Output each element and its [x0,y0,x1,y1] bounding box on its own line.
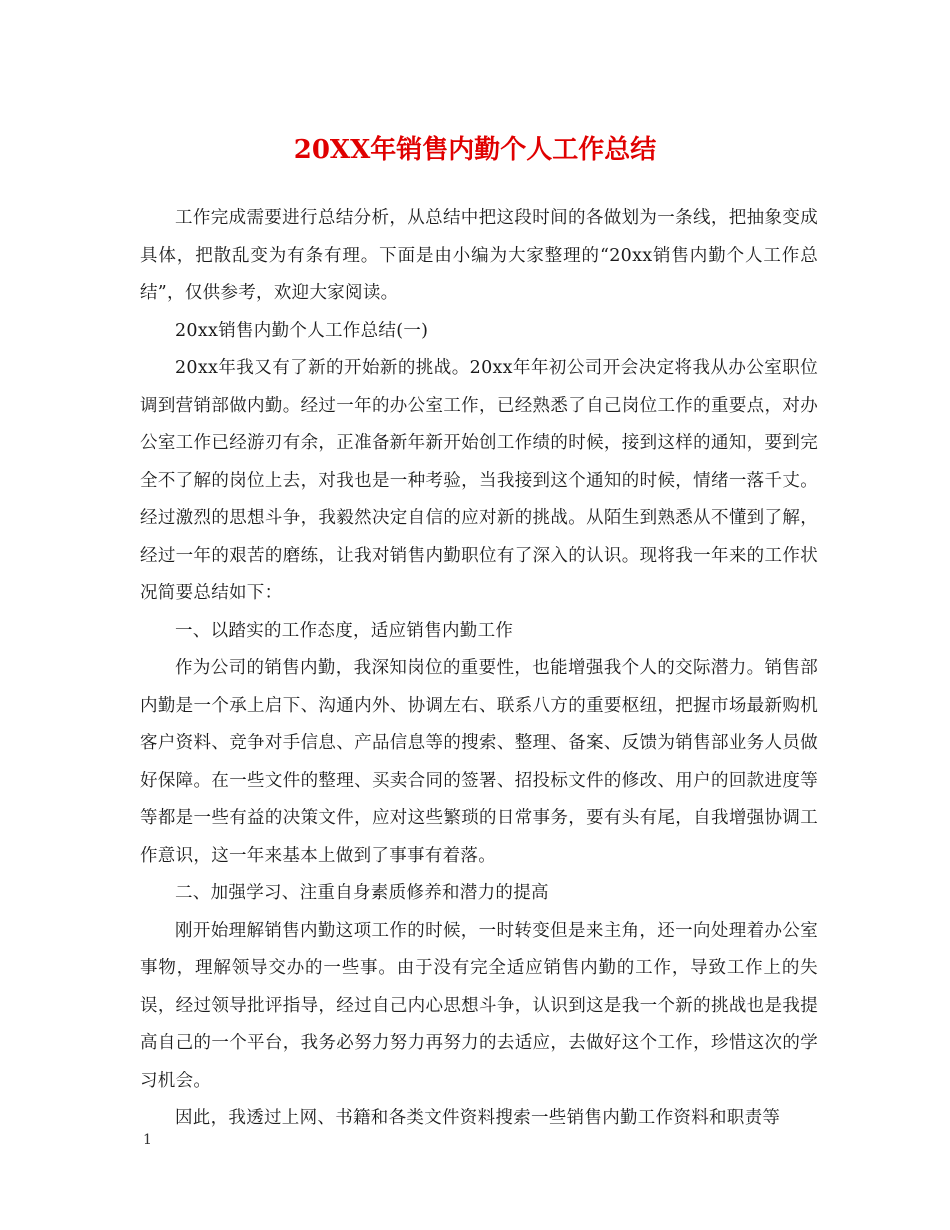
body-paragraph: 作为公司的销售内勤，我深知岗位的重要性，也能增强我个人的交际潜力。销售部内勤是一个承上启下、沟通内外、协调左右、联系八方的重要枢纽，把握市场最新购机客户资料、竞争对手信息、产品信息等的搜索、整理、备案、反馈为销售部业务人员做好保障。在一些文件的整理、买卖合同的签署、招投标文件的修改、用户的回款进度等等都是一些有益的决策文件，应对这些繁琐的日常事务，要有头有尾，自我增强协调工作意识，这一年来基本上做到了事事有着落。 [140,658,818,866]
intro-paragraph: 工作完成需要进行总结分析，从总结中把这段时间的各做划为一条线，把抽象变成具体，把散乱变为有条有理。下面是由小编为大家整理的“20xx销售内勤个人工作总结”，仅供参考，欢迎大家阅读。 [140,208,818,303]
subsection-heading-1: 一、以踏实的工作态度，适应销售内勤工作 [175,620,514,641]
document-body [140,200,818,1138]
page-number: 1 [143,1132,152,1148]
document-title: 20XX年销售内勤个人工作总结 [293,135,657,165]
body-paragraph: 刚开始理解销售内勤这项工作的时候，一时转变但是来主角，还一向处理着办公室事物，理解领导交办的一些事。由于没有完全适应销售内勤的工作，导致工作上的失误，经过领导批评指导，经过自己内心思想斗争，认识到这是我一个新的挑战也是我提高自己的一个平台，我务必努力努力再努力的去适应，去做好这个工作，珍惜这次的学习机会。 [140,920,818,1091]
body-paragraph: 因此，我透过上网、书籍和各类文件资料搜索一些销售内勤工作资料和职责等 [175,1108,781,1128]
subsection-heading-2: 二、加强学习、注重自身素质修养和潜力的提高 [175,883,549,903]
section-heading-1: 20xx销售内勤个人工作总结(一) [175,320,429,341]
body-paragraph: 20xx年我又有了新的开始新的挑战。20xx年年初公司开会决定将我从办公室职位调到营销部做内勤。经过一年的办公室工作，已经熟悉了自己岗位工作的重要点，对办公室工作已经游刃有余，正准备新年新开始创工作绩的时候，接到这样的通知，要到完全不了解的岗位上去，对我也是一种考验，当我接到这个通知的时候，情绪一落千丈。经过激烈的思想斗争，我毅然决定自信的应对新的挑战。从陌生到熟悉从不懂到了解，经过一年的艰苦的磨练，让我对销售内勤职位有了深入的认识。现将我一年来的工作状况简要总结如下： [140,358,818,603]
